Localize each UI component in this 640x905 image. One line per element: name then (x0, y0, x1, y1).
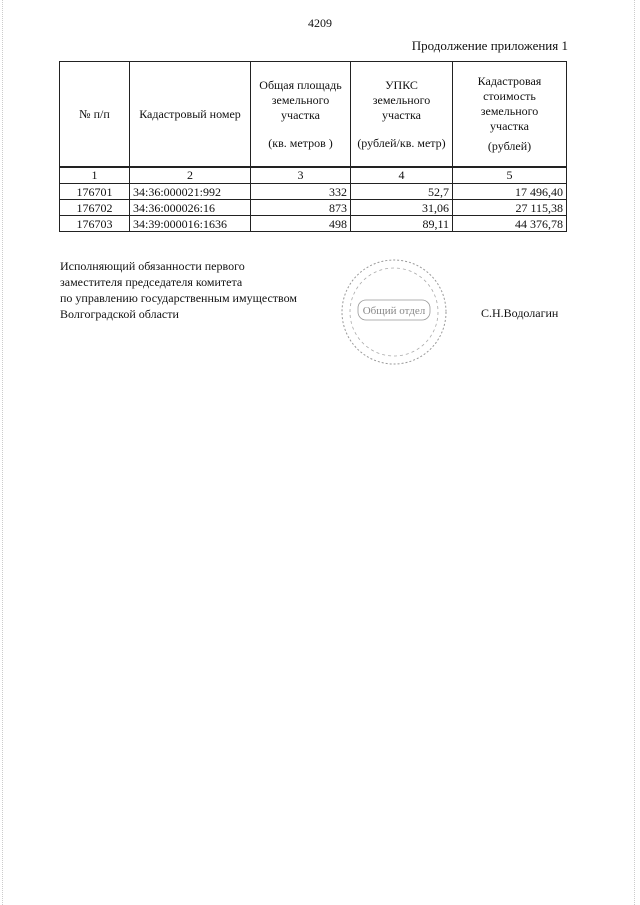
header-line: участка (490, 119, 529, 133)
table-header-row (60, 62, 567, 168)
official-stamp (338, 256, 450, 368)
continuation-label: Продолжение приложения 1 (411, 38, 568, 53)
header-line: УПКС (385, 77, 418, 92)
column-number-row (60, 167, 567, 184)
header-cadastral-value (453, 62, 567, 168)
column-number: 1 (60, 167, 130, 184)
row-cadastral-number: 34:39:000016:1636 (130, 216, 251, 232)
row-value: 44 376,78 (453, 216, 567, 232)
header-line: Общая площадь (259, 77, 342, 92)
header-line: Кадастровая (477, 74, 542, 88)
row-id: 176702 (60, 200, 130, 216)
table-row (60, 200, 567, 216)
column-number: 5 (453, 167, 567, 184)
header-number-label: № п/п (79, 106, 110, 121)
header-line: участка (281, 107, 320, 122)
signatory-line: по управлению государственным имуществом (60, 291, 297, 305)
table-row (60, 184, 567, 200)
column-number: 4 (351, 167, 453, 184)
header-unit: (рублей) (487, 139, 532, 153)
header-cadastral-number (130, 62, 251, 168)
signatory-line: заместителя председателя комитета (60, 275, 243, 289)
row-upks: 89,11 (351, 216, 453, 232)
signatory-line: Исполняющий обязанности первого (60, 259, 245, 273)
row-area: 873 (251, 200, 351, 216)
signatory-title (60, 258, 297, 322)
header-line: земельного (480, 104, 539, 118)
header-number (60, 62, 130, 168)
header-upks (351, 62, 453, 168)
row-upks: 52,7 (351, 184, 453, 200)
scan-edge-left (2, 0, 4, 905)
signatory-line: Волгоградской области (60, 307, 179, 321)
header-line: земельного (271, 92, 330, 107)
header-cadastral-label: Кадастровый номер (139, 106, 241, 121)
signatory-name: С.Н.Водолагин (481, 306, 559, 320)
row-cadastral-number: 34:36:000026:16 (130, 200, 251, 216)
table-row (60, 216, 567, 232)
header-area (251, 62, 351, 168)
header-unit: (рублей/кв. метр) (357, 135, 446, 150)
cadastral-table (59, 61, 567, 232)
row-id: 176703 (60, 216, 130, 232)
header-unit: (кв. метров ) (268, 135, 333, 150)
row-area: 332 (251, 184, 351, 200)
scan-edge-right (634, 0, 636, 905)
stamp-text: Общий отдел (362, 305, 426, 317)
header-line: земельного (372, 92, 431, 107)
row-value: 27 115,38 (453, 200, 567, 216)
row-area: 498 (251, 216, 351, 232)
page-number: 4209 (308, 16, 332, 30)
header-line: участка (382, 107, 421, 122)
column-number: 3 (251, 167, 351, 184)
row-upks: 31,06 (351, 200, 453, 216)
row-id: 176701 (60, 184, 130, 200)
row-value: 17 496,40 (453, 184, 567, 200)
column-number: 2 (130, 167, 251, 184)
row-cadastral-number: 34:36:000021:992 (130, 184, 251, 200)
header-line: стоимость (483, 89, 536, 103)
